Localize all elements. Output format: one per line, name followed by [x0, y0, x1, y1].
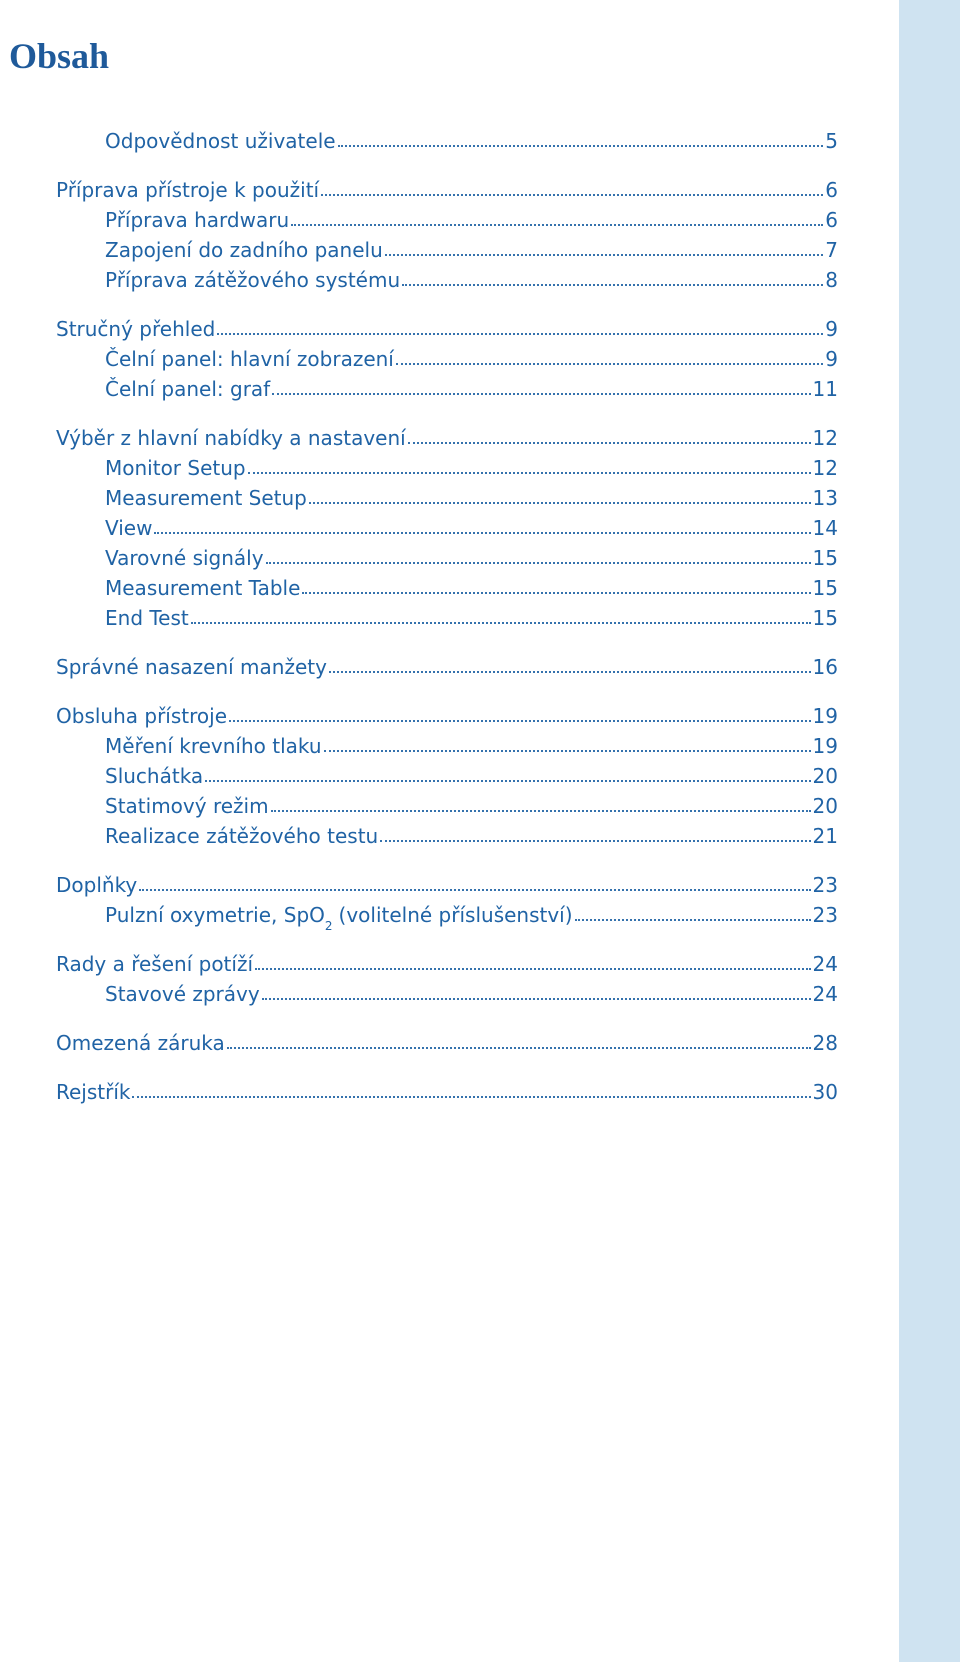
- toc-page-number: 19: [812, 704, 838, 728]
- toc-entry-label: Varovné signály: [105, 546, 264, 570]
- toc-entry-realizace-zatezoveho-testu[interactable]: [105, 818, 838, 848]
- toc-dot-leader: [205, 780, 810, 782]
- toc-dot-leader: [291, 224, 823, 226]
- toc-page-number: 20: [812, 794, 838, 818]
- toc-dot-leader: [132, 1096, 810, 1098]
- toc-entry-label: Statimový režim: [105, 794, 269, 818]
- toc-entry-label: Rejstřík: [56, 1080, 131, 1104]
- toc-entry-label: Rady a řešení potíží: [56, 952, 254, 976]
- toc-entry-sluchatka[interactable]: [105, 758, 838, 788]
- toc-page-number: 20: [812, 764, 838, 788]
- toc-dot-leader: [272, 393, 810, 395]
- toc-page-number: 9: [825, 347, 838, 371]
- toc-entry-label: Measurement Setup: [105, 486, 307, 510]
- toc-page-number: 13: [812, 486, 838, 510]
- toc-page-number: 30: [812, 1080, 838, 1104]
- toc-entry-varovne-signaly[interactable]: [105, 540, 838, 570]
- toc-page-number: 7: [825, 238, 838, 262]
- toc-entry-statimovy-rezim[interactable]: [105, 788, 838, 818]
- toc-page-number: 24: [812, 952, 838, 976]
- toc-dot-leader: [255, 968, 811, 970]
- page-title: Obsah: [9, 36, 110, 76]
- toc-dot-leader: [380, 840, 810, 842]
- toc-dot-leader: [266, 562, 811, 564]
- toc-entry-view[interactable]: [105, 510, 838, 540]
- toc-page-number: 6: [825, 208, 838, 232]
- toc-page-number: 15: [812, 606, 838, 630]
- toc-dot-leader: [229, 720, 811, 722]
- toc-page-number: 8: [825, 268, 838, 292]
- toc-dot-leader: [385, 254, 824, 256]
- toc-page-number: 15: [812, 546, 838, 570]
- toc-entry-label-continued: (volitelné příslušenství): [338, 903, 573, 927]
- toc-entry-label: Sluchátka: [105, 764, 204, 788]
- toc-page-number: 11: [812, 377, 838, 401]
- toc-entry-label: Výběr z hlavní nabídky a nastavení: [56, 426, 406, 450]
- toc-entry-stavove-zpravy[interactable]: [105, 976, 838, 1006]
- toc-entry-vyber-z-hlavni-nabidky[interactable]: [56, 420, 838, 450]
- toc-dot-leader: [575, 919, 811, 921]
- toc-entry-pulzni-oxymetrie[interactable]: [105, 897, 838, 933]
- toc-page-number: 15: [812, 576, 838, 600]
- toc-entry-label: End Test: [105, 606, 189, 630]
- toc-dot-leader: [154, 532, 810, 534]
- toc-dot-leader: [217, 333, 823, 335]
- toc-page-number: 24: [812, 982, 838, 1006]
- toc-entry-priprava-hardwaru[interactable]: [105, 202, 838, 232]
- toc-entry-label: Správné nasazení manžety: [56, 655, 327, 679]
- toc-entry-subscript: 2: [324, 918, 333, 933]
- toc-entry-label: Čelní panel: graf: [105, 377, 271, 401]
- toc-entry-label: Measurement Table: [105, 576, 301, 600]
- toc-page-number: 12: [812, 426, 838, 450]
- toc-page-number: 23: [812, 903, 838, 927]
- toc-entry-end-test[interactable]: [105, 600, 838, 630]
- toc-dot-leader: [248, 472, 811, 474]
- toc-page-number: 14: [812, 516, 838, 540]
- toc-dot-leader: [227, 1047, 811, 1049]
- toc-dot-leader: [329, 671, 811, 673]
- toc-entry-label: Omezená záruka: [56, 1031, 225, 1055]
- toc-entry-priprava-pristroje[interactable]: [56, 172, 838, 202]
- toc-page-number: 9: [825, 317, 838, 341]
- toc-entry-celni-panel-hlavni[interactable]: [105, 341, 838, 371]
- toc-entry-label: Měření krevního tlaku: [105, 734, 322, 758]
- toc-page-number: 21: [812, 824, 838, 848]
- toc-dot-leader: [338, 145, 824, 147]
- toc-dot-leader: [139, 889, 810, 891]
- toc-dot-leader: [408, 442, 811, 444]
- toc-entry-measurement-table[interactable]: [105, 570, 838, 600]
- toc-entry-obsluha-pristroje[interactable]: [56, 698, 838, 728]
- toc-entry-label: Monitor Setup: [105, 456, 246, 480]
- toc-dot-leader: [324, 750, 811, 752]
- toc-dot-leader: [262, 998, 811, 1000]
- toc-page-number: 28: [812, 1031, 838, 1055]
- toc-entry-strucny-prehled[interactable]: [56, 311, 838, 341]
- toc-entry-monitor-setup[interactable]: [105, 450, 838, 480]
- toc-dot-leader: [321, 194, 823, 196]
- toc-page-number: 12: [812, 456, 838, 480]
- toc-entry-label: Příprava přístroje k použití: [56, 178, 320, 202]
- toc-dot-leader: [402, 284, 823, 286]
- toc-entry-label: Zapojení do zadního panelu: [105, 238, 383, 262]
- toc-entry-doplnky[interactable]: [56, 867, 838, 897]
- toc-dot-leader: [271, 810, 811, 812]
- toc-entry-label: View: [105, 516, 153, 540]
- toc-entry-label: Stavové zprávy: [105, 982, 260, 1006]
- side-color-band: [899, 0, 960, 1662]
- toc-dot-leader: [396, 363, 823, 365]
- toc-entry-label: Realizace zátěžového testu: [105, 824, 379, 848]
- toc-entry-rejstrik[interactable]: [56, 1074, 838, 1104]
- toc-page-number: 6: [825, 178, 838, 202]
- toc-entry-priprava-zatezoveho-systemu[interactable]: [105, 262, 838, 292]
- toc-entry-label: Odpovědnost uživatele: [105, 129, 336, 153]
- toc-page-number: 23: [812, 873, 838, 897]
- toc-entry-label: Příprava zátěžového systému: [105, 268, 401, 292]
- toc-entry-omezena-zaruka[interactable]: [56, 1025, 838, 1055]
- toc-dot-leader: [309, 502, 811, 504]
- toc-entry-label: Doplňky: [56, 873, 138, 897]
- toc-entry-label: Obsluha přístroje: [56, 704, 227, 728]
- toc-entry-label: Pulzní oxymetrie, SpO: [105, 903, 325, 927]
- toc-entry-odpovednost-uzivatele[interactable]: [105, 123, 838, 153]
- toc-entry-spravne-nasazeni-manzety[interactable]: [56, 649, 838, 679]
- toc-dot-leader: [191, 622, 811, 624]
- toc-entry-celni-panel-graf[interactable]: [105, 371, 838, 401]
- toc-page-number: 16: [812, 655, 838, 679]
- toc-entry-rady-a-reseni-potizi[interactable]: [56, 946, 838, 976]
- toc-dot-leader: [302, 592, 810, 594]
- toc-page-number: 5: [825, 129, 838, 153]
- toc-entry-mereni-krevniho-tlaku[interactable]: [105, 728, 838, 758]
- toc-entry-label: Čelní panel: hlavní zobrazení: [105, 347, 394, 371]
- toc-entry-zapojeni-zadniho-panelu[interactable]: [105, 232, 838, 262]
- toc-page-number: 19: [812, 734, 838, 758]
- toc-entry-label: Příprava hardwaru: [105, 208, 290, 232]
- toc-entry-label: Stručný přehled: [56, 317, 216, 341]
- toc-entry-measurement-setup[interactable]: [105, 480, 838, 510]
